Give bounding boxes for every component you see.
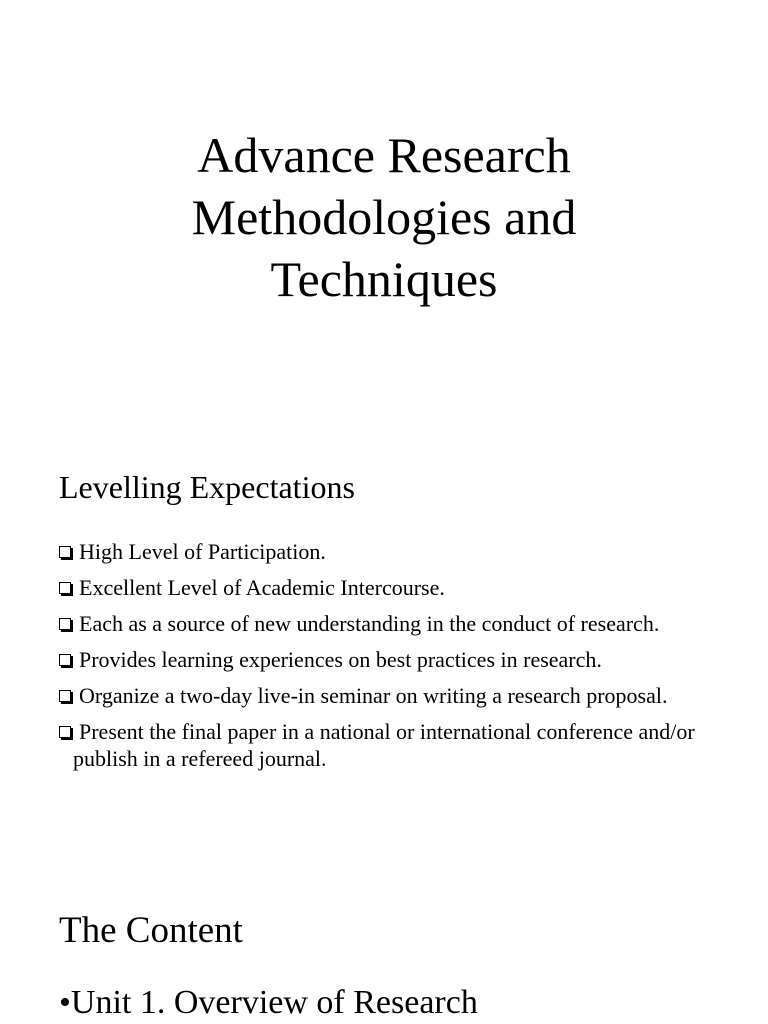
expectations-list: [59, 538, 759, 781]
list-item-text: Organize a two-day live-in seminar on writing a research proposal.: [79, 683, 668, 708]
list-item: [59, 718, 759, 772]
list-item-text: Provides learning experiences on best practices in research.: [79, 647, 602, 672]
checkbox-bullet-icon: [59, 618, 71, 630]
list-item-text: Present the final paper in a national or international conference and/or publish in a refereed journal.: [73, 719, 695, 771]
levelling-expectations-heading: Levelling Expectations: [59, 469, 355, 505]
title-line: Techniques: [270, 251, 498, 307]
checkbox-bullet-icon: [59, 726, 71, 738]
checkbox-bullet-icon: [59, 654, 71, 666]
list-item: [59, 610, 759, 637]
unit-item: •Unit 1. Overview of Research: [59, 984, 478, 1021]
list-item-text: Excellent Level of Academic Intercourse.: [79, 575, 445, 600]
title-line: Methodologies and: [191, 189, 577, 245]
list-item-text: High Level of Participation.: [79, 539, 326, 564]
checkbox-bullet-icon: [59, 582, 71, 594]
list-item: [59, 538, 759, 565]
list-item: [59, 574, 759, 601]
list-item-text: Each as a source of new understanding in the conduct of research.: [79, 611, 660, 636]
checkbox-bullet-icon: [59, 546, 71, 558]
the-content-heading: The Content: [59, 910, 243, 951]
title-line: Advance Research: [197, 127, 571, 183]
list-item: [59, 682, 759, 709]
list-item: [59, 646, 759, 673]
document-title: [0, 124, 768, 310]
checkbox-bullet-icon: [59, 690, 71, 702]
